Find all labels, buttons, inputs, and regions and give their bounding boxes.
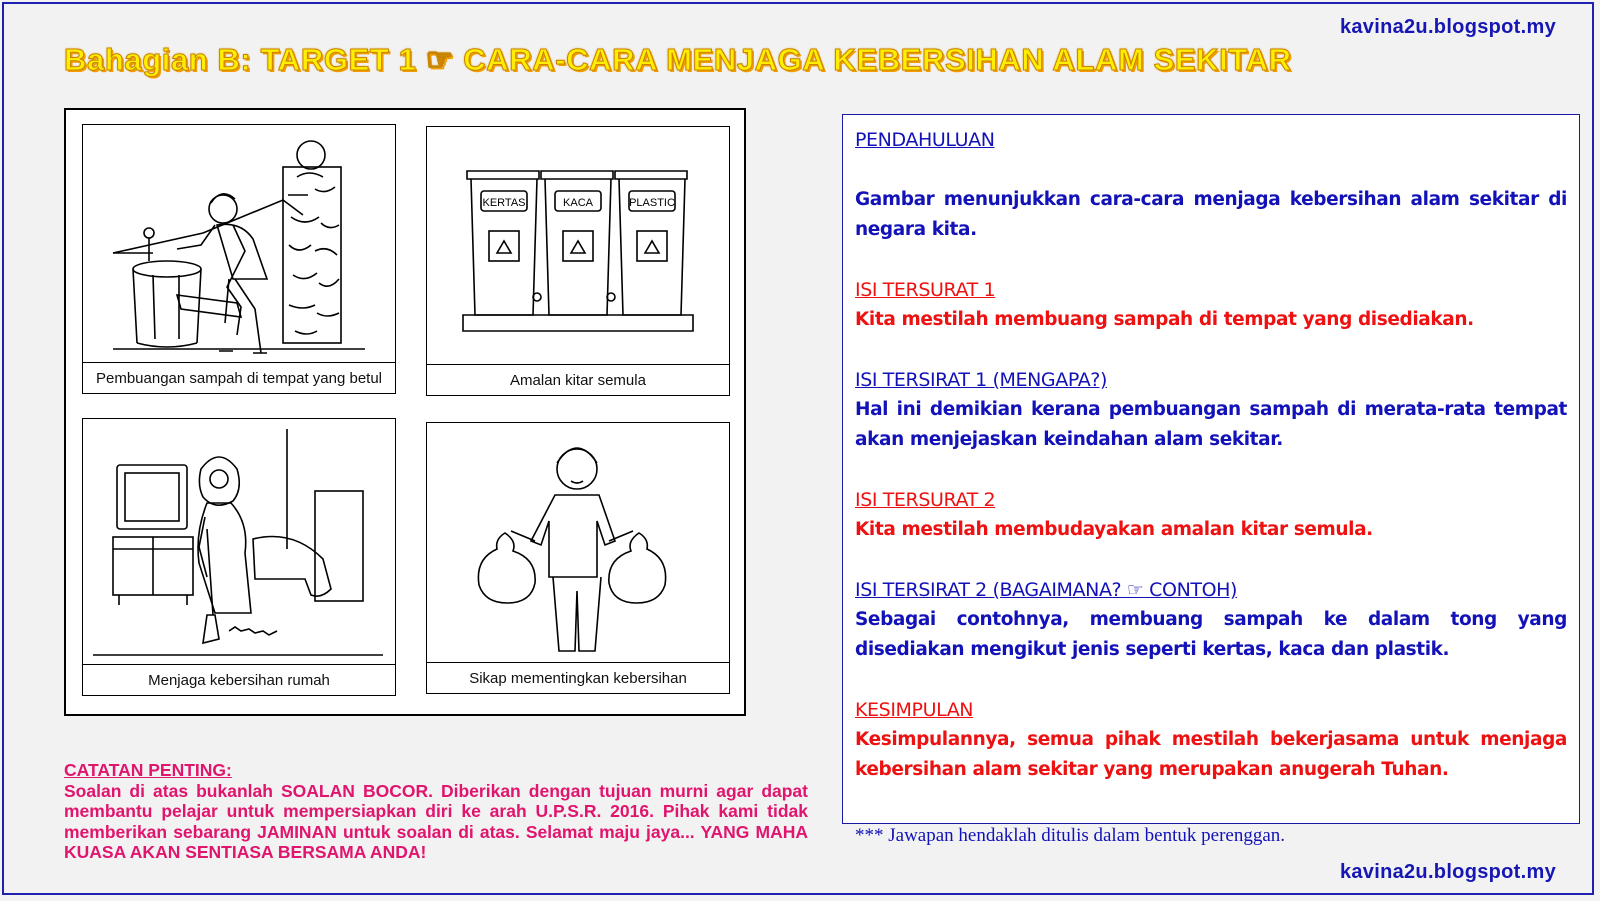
caption-3: Menjaga kebersihan rumah	[82, 664, 396, 696]
answer-footer-note: *** Jawapan hendaklah ditulis dalam bentuk perenggan.	[855, 825, 1286, 846]
note-heading: CATATAN PENTING:	[64, 760, 232, 780]
caption-2: Amalan kitar semula	[426, 364, 730, 396]
isi-tersurat-1-text: Kita mestilah membuang sampah di tempat yang disediakan.	[855, 309, 1474, 330]
intro-heading: PENDAHULUAN	[855, 129, 995, 151]
isi-tersurat-2-heading: ISI TERSURAT 2	[855, 489, 996, 511]
isi-tersirat-2-heading: ISI TERSIRAT 2 (BAGAIMANA? ☞ CONTOH)	[855, 579, 1238, 601]
boy-carrying-bags-illustration	[427, 423, 729, 661]
blog-url-top[interactable]: kavina2u.blogspot.my	[1339, 16, 1556, 38]
bin-label-kertas: KERTAS	[482, 197, 526, 209]
blog-url-bottom[interactable]: kavina2u.blogspot.my	[1339, 861, 1556, 883]
bin-label-kaca: KACA	[563, 197, 593, 209]
picture-2	[426, 126, 730, 396]
picture-panel	[64, 108, 746, 716]
isi-tersirat-2-text: Sebagai contohnya, membuang sampah ke dalam tong yang disediakan mengikut jenis seperti kertas, kaca dan plastik.	[855, 609, 1567, 660]
picture-4	[426, 422, 730, 694]
answer-box	[842, 114, 1580, 846]
kesimpulan-text: Kesimpulannya, semua pihak mestilah bekerjasama untuk menjaga kebersihan alam sekitar yang merupakan anugerah Tuhan.	[855, 729, 1567, 780]
picture-3	[82, 418, 396, 696]
isi-tersirat-1-heading: ISI TERSIRAT 1 (MENGAPA?)	[855, 369, 1107, 391]
page-title: Bahagian B: TARGET 1 ☞ CARA-CARA MENJAGA KEBERSIHAN ALAM SEKITAR	[64, 42, 1292, 77]
girl-sweeping-illustration	[83, 419, 395, 663]
recycling-bins-illustration	[427, 127, 729, 363]
caption-1: Pembuangan sampah di tempat yang betul	[82, 362, 396, 394]
isi-tersurat-1-heading: ISI TERSURAT 1	[855, 279, 996, 301]
bin-label-plastic: PLASTIC	[629, 197, 675, 209]
boy-throwing-rubbish-illustration	[83, 125, 395, 361]
kesimpulan-heading: KESIMPULAN	[855, 699, 974, 721]
picture-1	[82, 124, 396, 394]
isi-tersirat-1-text: Hal ini demikian kerana pembuangan sampah di merata-rata tempat akan menjejaskan keindahan alam sekitar.	[855, 399, 1567, 450]
important-note	[64, 760, 808, 863]
isi-tersurat-2-text: Kita mestilah membudayakan amalan kitar semula.	[855, 519, 1373, 540]
intro-text: Gambar menunjukkan cara-cara menjaga kebersihan alam sekitar di negara kita.	[855, 189, 1567, 240]
note-body: Soalan di atas bukanlah SOALAN BOCOR. Diberikan dengan tujuan murni agar dapat membantu pelajar untuk mempersiapkan diri ke arah U.P.S.R. 2016. Pihak kami tidak memberikan sebarang JAMINAN untuk soalan di atas. Selamat maju jaya... YANG MAHA KUASA AKAN SENTIASA BERSAMA ANDA!	[64, 780, 808, 862]
caption-4: Sikap mementingkan kebersihan	[426, 662, 730, 694]
